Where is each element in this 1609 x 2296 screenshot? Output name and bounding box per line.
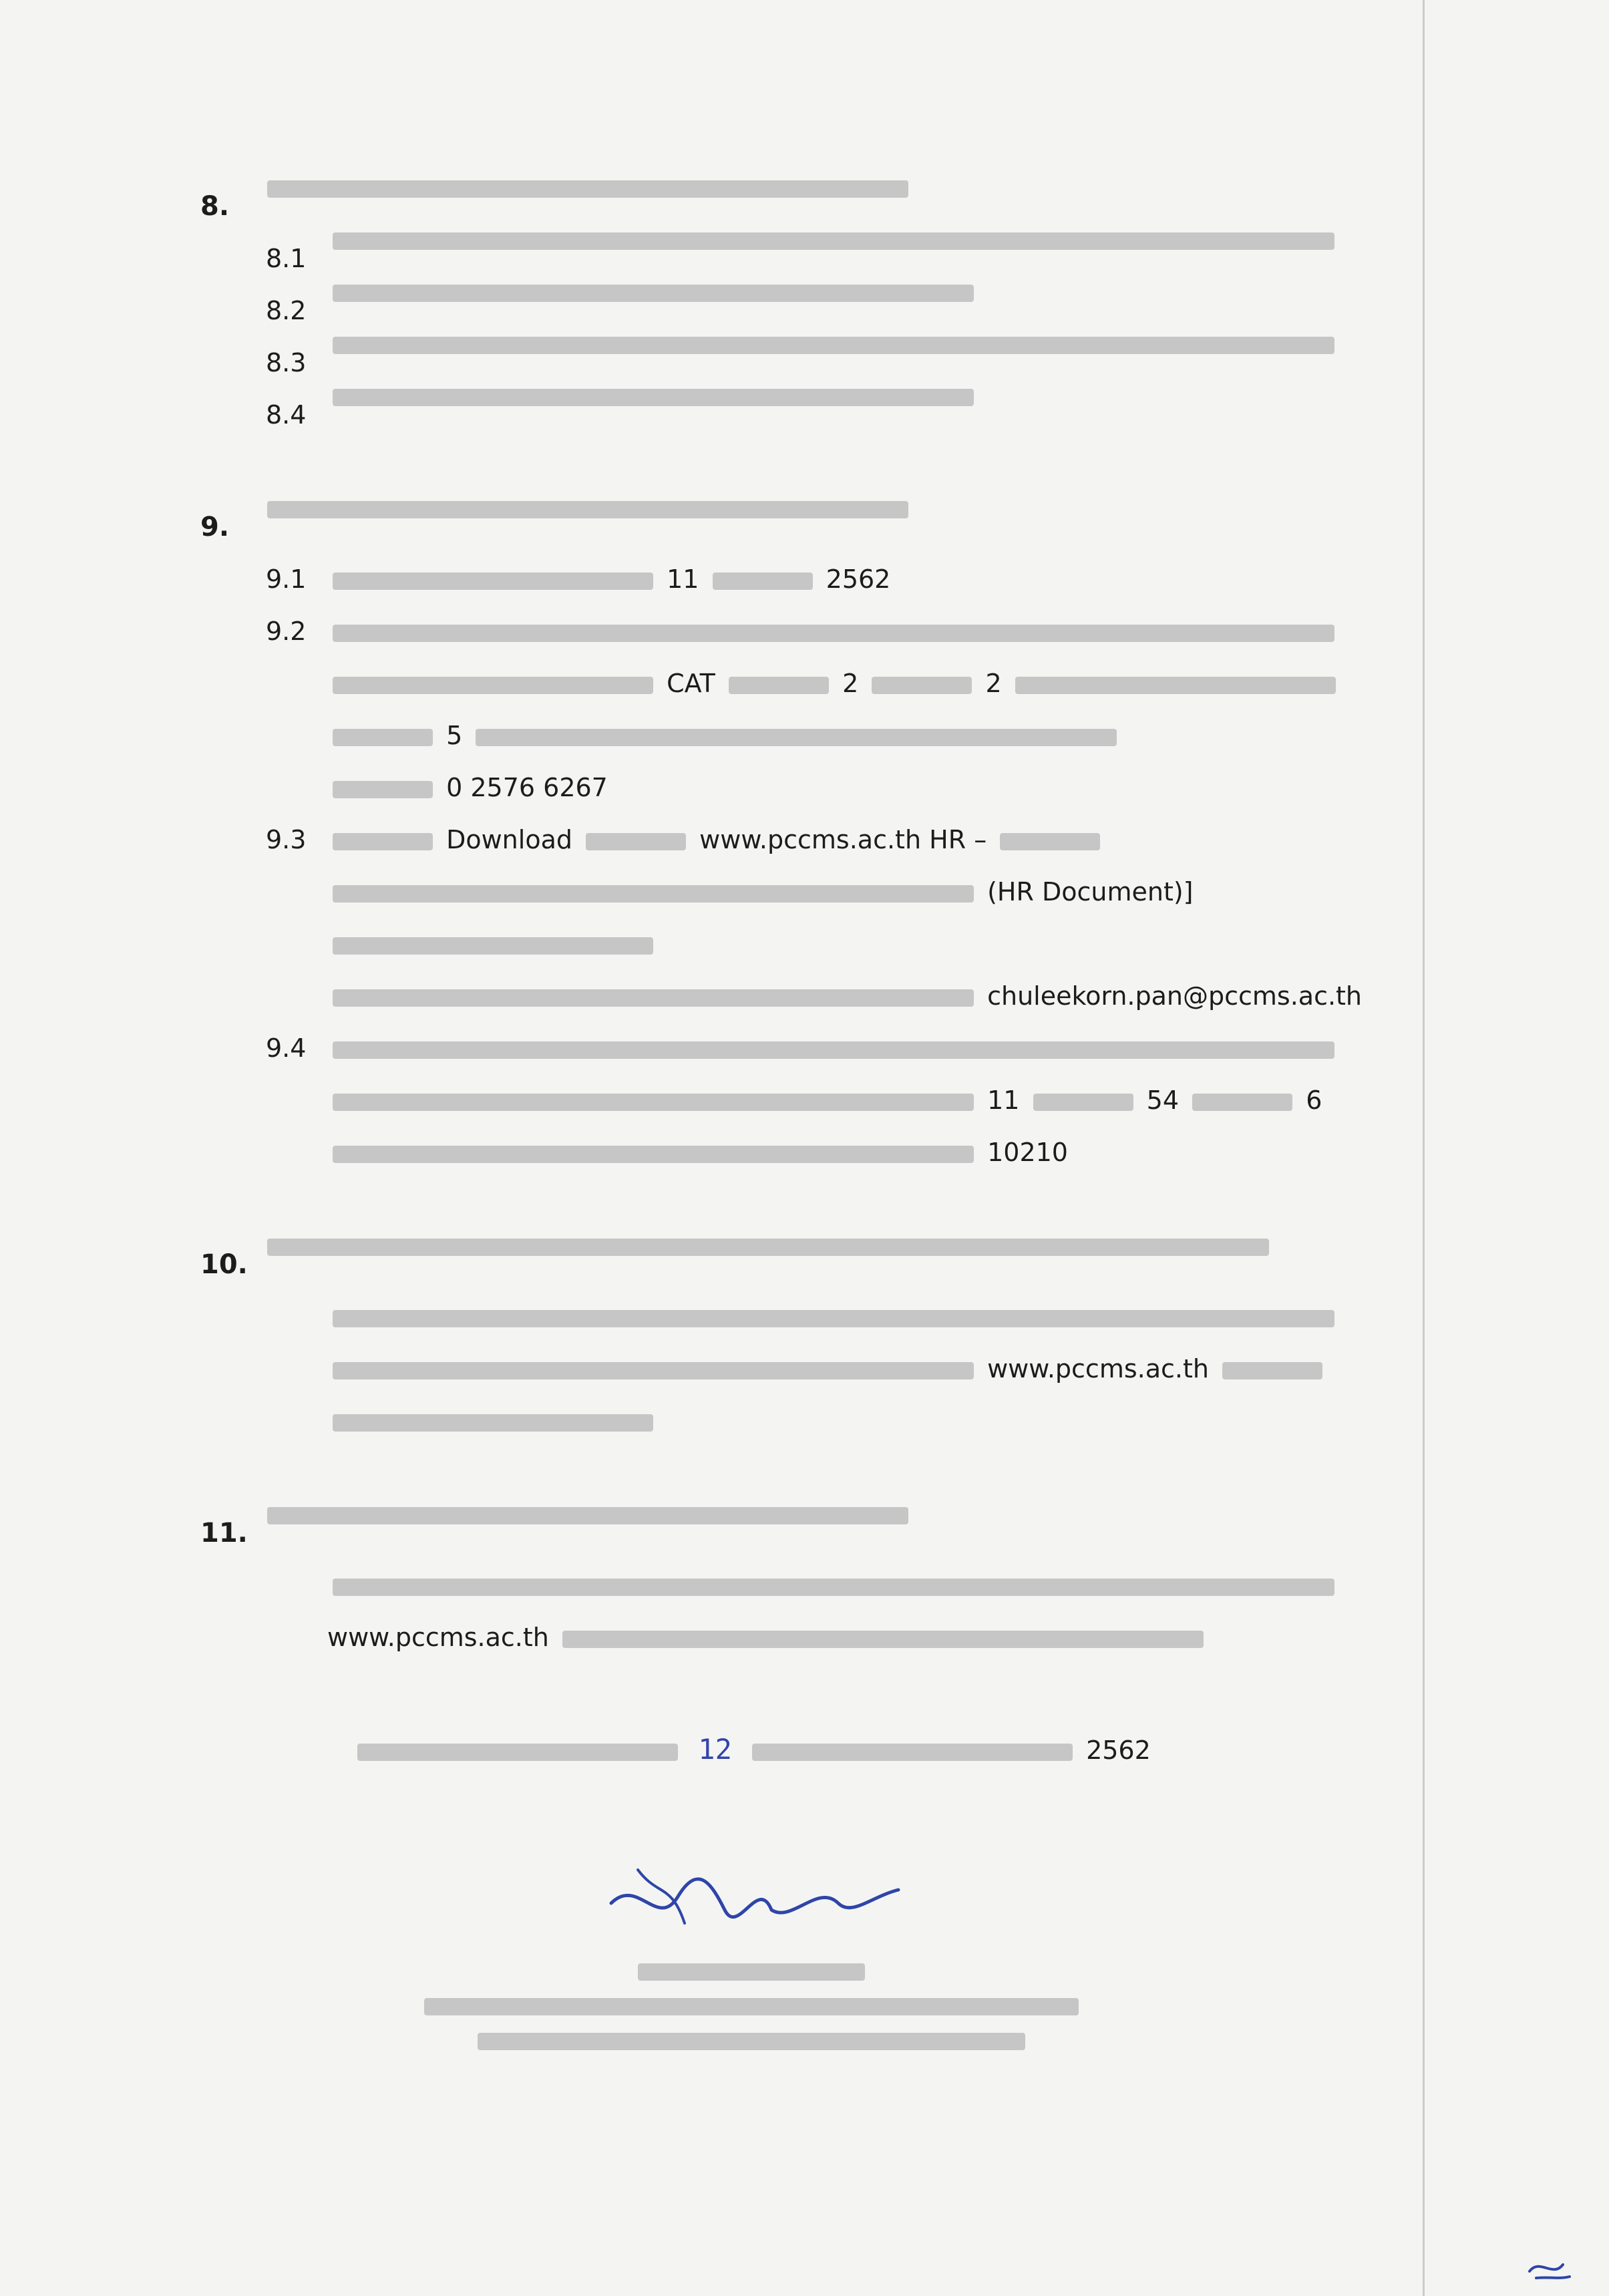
section-9-heading xyxy=(200,501,1403,553)
thai-text-placeholder xyxy=(333,389,974,406)
latin-text: 6 xyxy=(1306,1086,1322,1115)
thai-text-placeholder xyxy=(333,572,653,590)
thai-text-placeholder xyxy=(562,1631,1204,1648)
thai-text-placeholder xyxy=(333,625,1334,642)
latin-text: www.pccms.ac.th xyxy=(327,1623,549,1652)
thai-text-placeholder xyxy=(333,1579,1334,1596)
handwritten-day: 12 xyxy=(698,1733,732,1766)
thai-text-placeholder xyxy=(752,1744,1073,1761)
page-fold-line xyxy=(1423,0,1425,2296)
item-number: 9.2 xyxy=(266,617,307,646)
latin-text: 0 2576 6267 xyxy=(446,773,608,802)
section-11-heading xyxy=(200,1507,1403,1559)
thai-text-placeholder xyxy=(333,1310,1334,1327)
latin-text: 2 xyxy=(842,669,859,698)
section-number: 11. xyxy=(200,1518,248,1548)
item-number: 8.3 xyxy=(266,348,307,377)
thai-text-placeholder xyxy=(333,677,653,694)
thai-text-placeholder xyxy=(1033,1094,1133,1111)
thai-text-placeholder xyxy=(267,1507,908,1524)
latin-text: (HR Document)] xyxy=(987,877,1194,907)
thai-text-placeholder xyxy=(333,337,1334,354)
document-body xyxy=(200,180,1403,2050)
thai-text-placeholder xyxy=(872,677,972,694)
item-8-1 xyxy=(266,232,1403,285)
thai-text-placeholder xyxy=(1192,1094,1292,1111)
latin-text: 5 xyxy=(446,721,463,750)
latin-text: 54 xyxy=(1146,1086,1179,1115)
thai-text-placeholder xyxy=(267,501,908,518)
section-number: 9. xyxy=(200,512,230,542)
thai-text-placeholder xyxy=(1015,677,1336,694)
item-number: 8.1 xyxy=(266,244,307,273)
section-11-body xyxy=(266,1559,1403,1663)
thai-text-placeholder xyxy=(333,1146,974,1163)
handwritten-initial-mark xyxy=(1523,2251,1576,2285)
thai-text-placeholder xyxy=(333,1414,653,1432)
thai-text-placeholder xyxy=(333,1041,1334,1059)
thai-text-placeholder xyxy=(1000,833,1100,850)
section-10-body xyxy=(266,1291,1403,1447)
item-number: 9.1 xyxy=(266,564,307,594)
item-number: 9.3 xyxy=(266,825,307,854)
section-10-heading xyxy=(200,1239,1403,1291)
thai-text-placeholder xyxy=(729,677,829,694)
latin-text: 2 xyxy=(985,669,1002,698)
section-number: 8. xyxy=(200,191,230,222)
item-9-1 xyxy=(266,553,1403,605)
item-9-4 xyxy=(266,1022,1403,1178)
thai-text-placeholder xyxy=(333,885,974,903)
announcement-year: 2562 xyxy=(1086,1736,1151,1765)
latin-text: www.pccms.ac.th xyxy=(987,1354,1209,1383)
latin-text: 11 xyxy=(667,564,699,594)
thai-text-placeholder xyxy=(713,572,813,590)
thai-text-placeholder xyxy=(267,180,908,198)
section-8 xyxy=(200,180,1403,441)
thai-text-placeholder xyxy=(333,232,1334,250)
thai-text-placeholder xyxy=(333,729,433,746)
latin-text: chuleekorn.pan@pccms.ac.th xyxy=(987,981,1363,1011)
item-number: 8.4 xyxy=(266,400,307,430)
thai-text-placeholder xyxy=(267,1239,1269,1256)
thai-text-placeholder xyxy=(333,937,653,955)
item-8-2 xyxy=(266,285,1403,337)
latin-text: www.pccms.ac.th xyxy=(699,825,922,854)
handwritten-signature xyxy=(598,1856,905,1943)
latin-text: 11 xyxy=(987,1086,1020,1115)
item-8-3 xyxy=(266,337,1403,389)
thai-text-placeholder xyxy=(357,1744,678,1761)
thai-text-placeholder xyxy=(333,285,974,302)
section-11 xyxy=(200,1507,1403,1663)
item-8-4 xyxy=(266,389,1403,441)
section-number: 10. xyxy=(200,1249,248,1280)
latin-text: 10210 xyxy=(987,1138,1068,1167)
thai-text-placeholder xyxy=(478,2033,1025,2050)
thai-text-placeholder xyxy=(586,833,686,850)
latin-text: 2562 xyxy=(826,564,891,594)
thai-text-placeholder xyxy=(333,781,433,798)
thai-text-placeholder xyxy=(638,1963,865,1981)
thai-text-placeholder xyxy=(333,1362,974,1379)
item-number: 9.4 xyxy=(266,1033,307,1063)
item-9-2 xyxy=(266,605,1403,814)
item-number: 8.2 xyxy=(266,296,307,325)
item-9-3 xyxy=(266,814,1403,1022)
thai-text-placeholder xyxy=(1222,1362,1322,1379)
section-10 xyxy=(200,1239,1403,1447)
section-9 xyxy=(200,501,1403,1178)
latin-text: CAT xyxy=(667,669,715,698)
section-8-heading xyxy=(200,180,1403,232)
signature-block xyxy=(200,1856,1302,2050)
latin-text: Download xyxy=(446,825,572,854)
thai-text-placeholder xyxy=(333,989,974,1007)
thai-text-placeholder xyxy=(476,729,1117,746)
announcement-date-line xyxy=(200,1724,1302,1776)
thai-text-placeholder xyxy=(424,1998,1079,2015)
latin-text: HR – xyxy=(929,825,987,854)
thai-text-placeholder xyxy=(333,833,433,850)
thai-text-placeholder xyxy=(333,1094,974,1111)
